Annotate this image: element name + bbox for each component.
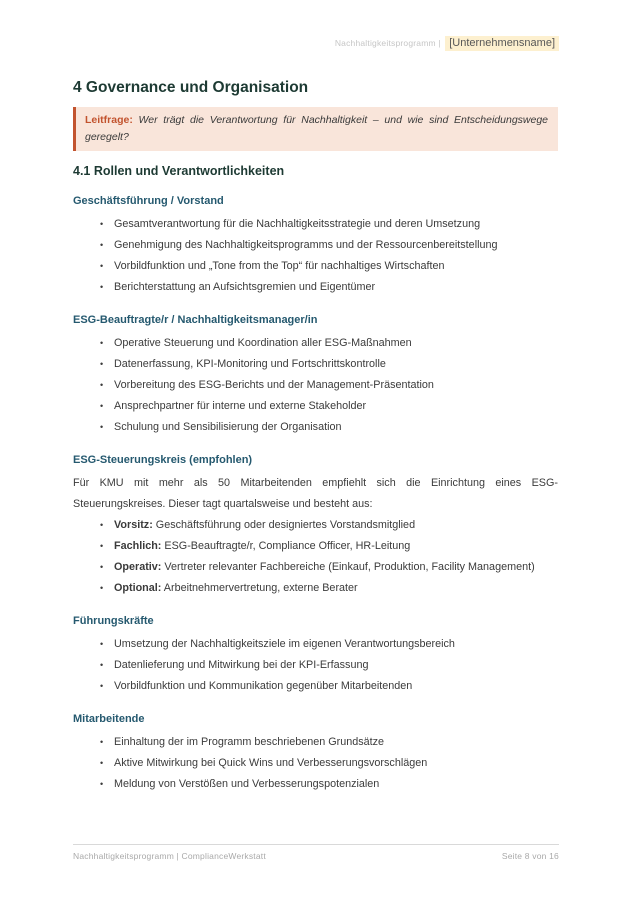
- list-item-text: Einhaltung der im Programm beschriebenen Grundsätze: [114, 736, 385, 748]
- bullet-marker: •: [100, 541, 104, 551]
- list-item-text: [114, 578, 558, 599]
- list-item-body: Vertreter relevanter Fachbereiche (Einkauf, Produktion, Facility Management): [164, 561, 535, 573]
- list-item: [73, 417, 558, 438]
- list-item: [73, 557, 558, 578]
- document-body: [73, 78, 558, 797]
- bullet-marker: •: [100, 562, 104, 572]
- page-footer: [73, 844, 559, 861]
- subsection-heading-fuehrungskraefte: Führungskräfte: [73, 615, 154, 627]
- bullet-marker: •: [100, 681, 104, 691]
- list-item-body: Geschäftsführung oder designiertes Vorstandsmitglied: [155, 519, 416, 531]
- list-item-text: Berichterstattung an Aufsichtsgremien und Eigentümer: [114, 281, 376, 293]
- bullet-marker: •: [100, 779, 104, 789]
- bullet-marker: •: [100, 660, 104, 670]
- list-item-lead: Vorsitz:: [114, 519, 153, 531]
- list-item-text: Vorbildfunktion und Kommunikation gegenüber Mitarbeitenden: [114, 680, 413, 692]
- list-item-text: Ansprechpartner für interne und externe Stakeholder: [114, 400, 367, 412]
- list-item-text: [114, 557, 558, 578]
- bullet-list-esg-beauftragte: [73, 333, 558, 438]
- subsection-heading-esg-beauftragte: ESG-Beauftragte/r / Nachhaltigkeitsmanager/in: [73, 314, 318, 326]
- list-item-text: Vorbildfunktion und „Tone from the Top“ für nachhaltiges Wirtschaften: [114, 260, 445, 272]
- list-item: [73, 676, 558, 697]
- footer-doc-title: Nachhaltigkeitsprogramm | ComplianceWerkstatt: [73, 851, 266, 861]
- bullet-marker: •: [100, 422, 104, 432]
- list-item-text: [114, 515, 558, 536]
- list-item-body: ESG-Beauftragte/r, Compliance Officer, HR-Leitung: [164, 540, 411, 552]
- list-item: [73, 732, 558, 753]
- steuerungskreis-intro: Für KMU mit mehr als 50 Mitarbeitenden empfiehlt sich die Einrichtung eines ESG-Steuerungskreises. Dieser tagt quartalsweise und besteht aus:: [73, 477, 558, 510]
- list-item-text: Gesamtverantwortung für die Nachhaltigkeitsstrategie und deren Umsetzung: [114, 218, 481, 230]
- bullet-marker: •: [100, 737, 104, 747]
- bullet-list-fuehrungskraefte: [73, 634, 558, 697]
- list-item-text: Meldung von Verstößen und Verbesserungspotenzialen: [114, 778, 380, 790]
- list-item-text: Genehmigung des Nachhaltigkeitsprogramms und der Ressourcenbereitstellung: [114, 239, 498, 251]
- list-item: [73, 333, 558, 354]
- list-item: [73, 753, 558, 774]
- list-item: [73, 375, 558, 396]
- list-item-text: Datenerfassung, KPI-Monitoring und Fortschrittskontrolle: [114, 358, 386, 370]
- list-item-lead: Optional:: [114, 582, 162, 594]
- bullet-list-geschaeftsfuehrung: [73, 214, 558, 298]
- subsection-heading-geschaeftsfuehrung: Geschäftsführung / Vorstand: [73, 195, 224, 207]
- bullet-list-esg-steuerungskreis: [73, 515, 558, 599]
- list-item: [73, 277, 558, 298]
- list-item-body: Arbeitnehmervertretung, externe Berater: [163, 582, 358, 594]
- list-item: [73, 655, 558, 676]
- list-item: [73, 235, 558, 256]
- leitfrage-callout: [73, 107, 558, 151]
- bullet-marker: •: [100, 639, 104, 649]
- header-doc-title: Nachhaltigkeitsprogramm |: [334, 38, 441, 48]
- list-item: [73, 774, 558, 795]
- subsection-heading-mitarbeitende: Mitarbeitende: [73, 713, 145, 725]
- leitfrage-paragraph: [85, 112, 548, 145]
- list-item-text: [114, 536, 558, 557]
- bullet-marker: •: [100, 758, 104, 768]
- footer-page-number: Seite 8 von 16: [501, 851, 559, 861]
- bullet-list-mitarbeitende: [73, 732, 558, 795]
- leitfrage-text: Wer trägt die Verantwortung für Nachhaltigkeit – und wie sind Entscheidungswege geregelt?: [85, 114, 549, 143]
- bullet-marker: •: [100, 219, 104, 229]
- chapter-title: 4 Governance und Organisation: [73, 79, 309, 96]
- subsection-heading-esg-steuerungskreis: ESG-Steuerungskreis (empfohlen): [73, 454, 253, 466]
- list-item: [73, 578, 558, 599]
- list-item: [73, 634, 558, 655]
- list-item-lead: Fachlich:: [114, 540, 162, 552]
- bullet-marker: •: [100, 240, 104, 250]
- list-item: [73, 256, 558, 277]
- bullet-marker: •: [100, 401, 104, 411]
- bullet-marker: •: [100, 282, 104, 292]
- page-header: [335, 33, 559, 51]
- list-item: [73, 354, 558, 375]
- list-item-text: Aktive Mitwirkung bei Quick Wins und Verbesserungsvorschlägen: [114, 757, 428, 769]
- list-item-text: Umsetzung der Nachhaltigkeitsziele im eigenen Verantwortungsbereich: [114, 638, 455, 650]
- bullet-marker: •: [100, 520, 104, 530]
- bullet-marker: •: [100, 261, 104, 271]
- bullet-marker: •: [100, 359, 104, 369]
- leitfrage-label: Leitfrage:: [85, 114, 133, 126]
- bullet-marker: •: [100, 338, 104, 348]
- list-item-text: Operative Steuerung und Koordination aller ESG-Maßnahmen: [114, 337, 412, 349]
- list-item-lead: Operativ:: [114, 561, 162, 573]
- list-item-text: Vorbereitung des ESG-Berichts und der Management-Präsentation: [114, 379, 434, 391]
- list-item: [73, 214, 558, 235]
- list-item-text: Datenlieferung und Mitwirkung bei der KPI-Erfassung: [114, 659, 369, 671]
- bullet-marker: •: [100, 583, 104, 593]
- list-item-text: Schulung und Sensibilisierung der Organisation: [114, 421, 342, 433]
- section-title: 4.1 Rollen und Verantwortlichkeiten: [73, 164, 285, 178]
- list-item: [73, 396, 558, 417]
- bullet-marker: •: [100, 380, 104, 390]
- header-company-placeholder: [Unternehmensname]: [445, 36, 559, 51]
- list-item: [73, 536, 558, 557]
- list-item: [73, 515, 558, 536]
